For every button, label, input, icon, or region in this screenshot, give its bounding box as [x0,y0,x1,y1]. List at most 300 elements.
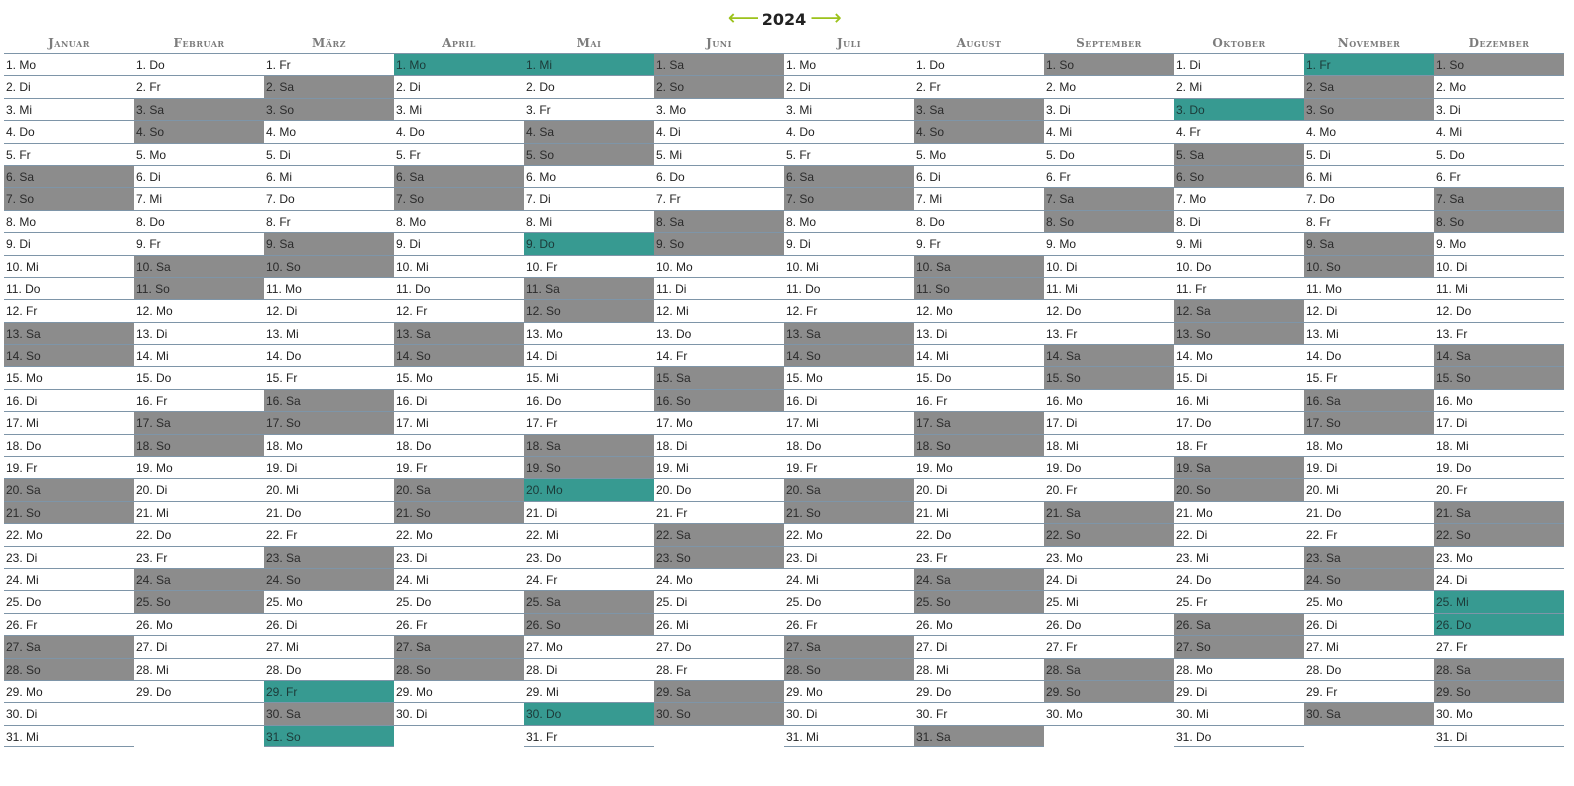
day-cell[interactable]: 21. So [4,501,134,523]
day-cell[interactable]: 1. Do [914,53,1044,75]
day-cell[interactable]: 1. Di [1174,53,1304,75]
day-cell[interactable]: 5. Sa [1174,143,1304,165]
day-cell[interactable]: 19. Fr [784,456,914,478]
day-cell[interactable]: 26. Fr [784,613,914,635]
day-cell[interactable]: 19. Mo [134,456,264,478]
day-cell[interactable]: 1. Mo [4,53,134,75]
day-cell[interactable]: 2. Sa [264,75,394,97]
day-cell[interactable]: 30. Do [524,702,654,724]
day-cell[interactable]: 11. Sa [524,277,654,299]
day-cell[interactable]: 4. So [914,120,1044,142]
day-cell[interactable]: 8. Mi [524,210,654,232]
day-cell[interactable]: 1. Sa [654,53,784,75]
day-cell[interactable]: 24. Mo [654,568,784,590]
day-cell[interactable]: 23. Fr [914,546,1044,568]
day-cell[interactable]: 16. Di [394,389,524,411]
day-cell[interactable]: 11. Mo [264,277,394,299]
day-cell[interactable]: 17. Di [1044,411,1174,433]
day-cell[interactable]: 28. So [4,658,134,680]
day-cell[interactable]: 15. Mo [4,366,134,388]
day-cell[interactable]: 5. Mo [134,143,264,165]
day-cell[interactable]: 23. Di [394,546,524,568]
day-cell[interactable]: 9. Di [784,232,914,254]
day-cell[interactable]: 11. Mi [1434,277,1564,299]
day-cell[interactable]: 27. Mo [524,635,654,657]
day-cell[interactable]: 29. Mo [4,680,134,702]
day-cell[interactable]: 7. Mo [1174,187,1304,209]
day-cell[interactable]: 20. Do [654,478,784,500]
day-cell[interactable]: 5. Mo [914,143,1044,165]
day-cell[interactable]: 11. So [914,277,1044,299]
day-cell[interactable]: 27. Mi [1304,635,1434,657]
day-cell[interactable]: 24. Fr [524,568,654,590]
day-cell[interactable]: 24. So [1304,568,1434,590]
day-cell[interactable]: 15. Fr [264,366,394,388]
day-cell[interactable]: 26. Mi [654,613,784,635]
day-cell[interactable]: 1. Mi [524,53,654,75]
day-cell[interactable]: 22. Fr [264,523,394,545]
day-cell[interactable]: 11. Do [784,277,914,299]
day-cell[interactable]: 14. Di [524,344,654,366]
day-cell[interactable]: 3. Mi [784,98,914,120]
day-cell[interactable]: 4. Do [394,120,524,142]
day-cell[interactable]: 18. Do [4,434,134,456]
day-cell[interactable]: 30. Di [4,702,134,724]
day-cell[interactable]: 7. So [784,187,914,209]
day-cell[interactable]: 17. Di [1434,411,1564,433]
day-cell[interactable]: 8. So [1434,210,1564,232]
day-cell[interactable]: 3. Mi [394,98,524,120]
day-cell[interactable]: 2. Di [394,75,524,97]
day-cell[interactable]: 18. Fr [1174,434,1304,456]
day-cell[interactable]: 11. Fr [1174,277,1304,299]
day-cell[interactable]: 30. Di [784,702,914,724]
day-cell[interactable]: 24. Sa [914,568,1044,590]
day-cell[interactable]: 30. Mi [1174,702,1304,724]
day-cell[interactable]: 17. Do [1174,411,1304,433]
day-cell[interactable]: 21. Do [264,501,394,523]
day-cell[interactable]: 23. Di [4,546,134,568]
day-cell[interactable]: 17. Mi [784,411,914,433]
day-cell[interactable]: 31. Di [1434,725,1564,747]
day-cell[interactable]: 21. Mo [1174,501,1304,523]
day-cell[interactable]: 16. Di [4,389,134,411]
day-cell[interactable]: 4. Do [4,120,134,142]
day-cell[interactable]: 8. Fr [264,210,394,232]
day-cell[interactable]: 9. Sa [264,232,394,254]
day-cell[interactable]: 13. So [1174,322,1304,344]
day-cell[interactable]: 10. Sa [914,255,1044,277]
day-cell[interactable]: 18. Mi [1434,434,1564,456]
day-cell[interactable]: 21. Mi [914,501,1044,523]
day-cell[interactable]: 8. Mo [394,210,524,232]
day-cell[interactable]: 12. Do [1044,299,1174,321]
day-cell[interactable]: 18. Di [654,434,784,456]
day-cell[interactable]: 23. Sa [1304,546,1434,568]
day-cell[interactable]: 22. Fr [1304,523,1434,545]
day-cell[interactable]: 19. Do [1434,456,1564,478]
day-cell[interactable]: 16. Mo [1044,389,1174,411]
day-cell[interactable]: 19. Mi [654,456,784,478]
day-cell[interactable]: 28. So [394,658,524,680]
day-cell[interactable]: 26. Sa [1174,613,1304,635]
day-cell[interactable]: 23. Sa [264,546,394,568]
day-cell[interactable]: 27. Mi [264,635,394,657]
day-cell[interactable]: 20. Di [914,478,1044,500]
day-cell[interactable]: 20. Mi [264,478,394,500]
day-cell[interactable]: 13. Mi [1304,322,1434,344]
day-cell[interactable]: 9. Mi [1174,232,1304,254]
day-cell[interactable]: 20. Fr [1044,478,1174,500]
day-cell[interactable]: 23. Mi [1174,546,1304,568]
day-cell[interactable]: 29. So [1434,680,1564,702]
day-cell[interactable]: 14. So [784,344,914,366]
day-cell[interactable]: 25. Di [654,590,784,612]
day-cell[interactable]: 4. Do [784,120,914,142]
day-cell[interactable]: 14. Do [1304,344,1434,366]
day-cell[interactable]: 4. Mi [1434,120,1564,142]
day-cell[interactable]: 29. Sa [654,680,784,702]
day-cell[interactable]: 18. Sa [524,434,654,456]
day-cell[interactable]: 10. So [264,255,394,277]
day-cell[interactable]: 17. Sa [134,411,264,433]
day-cell[interactable]: 15. Di [1174,366,1304,388]
day-cell[interactable]: 29. Di [1174,680,1304,702]
day-cell[interactable]: 2. Sa [1304,75,1434,97]
day-cell[interactable]: 12. Fr [394,299,524,321]
day-cell[interactable]: 20. Sa [784,478,914,500]
day-cell[interactable]: 25. Do [784,590,914,612]
day-cell[interactable]: 13. Sa [784,322,914,344]
day-cell[interactable]: 27. So [1174,635,1304,657]
day-cell[interactable]: 20. Di [134,478,264,500]
day-cell[interactable]: 16. So [654,389,784,411]
day-cell[interactable]: 9. Mo [1044,232,1174,254]
day-cell[interactable]: 25. Mi [1434,590,1564,612]
day-cell[interactable]: 3. Sa [914,98,1044,120]
day-cell[interactable]: 29. Do [134,680,264,702]
day-cell[interactable]: 4. Mo [1304,120,1434,142]
day-cell[interactable]: 17. Mo [654,411,784,433]
day-cell[interactable]: 5. So [524,143,654,165]
day-cell[interactable]: 26. Do [1434,613,1564,635]
day-cell[interactable]: 26. So [524,613,654,635]
day-cell[interactable]: 14. Mi [914,344,1044,366]
day-cell[interactable]: 20. Sa [4,478,134,500]
day-cell[interactable]: 15. Mi [524,366,654,388]
day-cell[interactable]: 24. Di [1044,568,1174,590]
day-cell[interactable]: 19. Fr [394,456,524,478]
day-cell[interactable]: 24. Di [1434,568,1564,590]
day-cell[interactable]: 22. Mi [524,523,654,545]
day-cell[interactable]: 6. Di [914,165,1044,187]
day-cell[interactable]: 1. So [1044,53,1174,75]
day-cell[interactable]: 15. So [1044,366,1174,388]
day-cell[interactable]: 9. Fr [914,232,1044,254]
day-cell[interactable]: 5. Fr [4,143,134,165]
day-cell[interactable]: 21. Mi [134,501,264,523]
day-cell[interactable]: 23. So [654,546,784,568]
day-cell[interactable]: 18. Do [784,434,914,456]
day-cell[interactable]: 26. Di [264,613,394,635]
day-cell[interactable]: 23. Mo [1434,546,1564,568]
day-cell[interactable]: 19. Mo [914,456,1044,478]
day-cell[interactable]: 13. Fr [1044,322,1174,344]
day-cell[interactable]: 13. Sa [4,322,134,344]
day-cell[interactable]: 24. Mi [394,568,524,590]
day-cell[interactable]: 16. Do [524,389,654,411]
day-cell[interactable]: 12. Mo [134,299,264,321]
day-cell[interactable]: 10. Mi [4,255,134,277]
day-cell[interactable]: 8. So [1044,210,1174,232]
day-cell[interactable]: 22. Sa [654,523,784,545]
day-cell[interactable]: 7. Mi [914,187,1044,209]
day-cell[interactable]: 8. Mo [784,210,914,232]
day-cell[interactable]: 8. Mo [4,210,134,232]
day-cell[interactable]: 14. Sa [1434,344,1564,366]
day-cell[interactable]: 7. Fr [654,187,784,209]
day-cell[interactable]: 15. Sa [654,366,784,388]
day-cell[interactable]: 29. Mo [394,680,524,702]
day-cell[interactable]: 12. Di [1304,299,1434,321]
day-cell[interactable]: 4. Mo [264,120,394,142]
day-cell[interactable]: 14. So [394,344,524,366]
day-cell[interactable]: 24. So [264,568,394,590]
day-cell[interactable]: 3. Di [1044,98,1174,120]
day-cell[interactable]: 24. Mi [784,568,914,590]
day-cell[interactable]: 16. Fr [914,389,1044,411]
day-cell[interactable]: 26. Di [1304,613,1434,635]
day-cell[interactable]: 4. Sa [524,120,654,142]
day-cell[interactable]: 15. Fr [1304,366,1434,388]
day-cell[interactable]: 13. Di [914,322,1044,344]
day-cell[interactable]: 30. So [654,702,784,724]
day-cell[interactable]: 5. Do [1434,143,1564,165]
day-cell[interactable]: 29. Fr [1304,680,1434,702]
day-cell[interactable]: 12. Fr [4,299,134,321]
day-cell[interactable]: 27. Fr [1044,635,1174,657]
day-cell[interactable]: 13. Mi [264,322,394,344]
day-cell[interactable]: 18. Mo [264,434,394,456]
day-cell[interactable]: 29. So [1044,680,1174,702]
day-cell[interactable]: 6. Mi [264,165,394,187]
day-cell[interactable]: 10. Mi [394,255,524,277]
day-cell[interactable]: 13. Di [134,322,264,344]
day-cell[interactable]: 3. Fr [524,98,654,120]
day-cell[interactable]: 7. So [394,187,524,209]
day-cell[interactable]: 4. Di [654,120,784,142]
day-cell[interactable]: 26. Fr [394,613,524,635]
arrow-left-icon[interactable]: ⟵ [727,6,760,31]
day-cell[interactable]: 9. Sa [1304,232,1434,254]
day-cell[interactable]: 9. Di [4,232,134,254]
day-cell[interactable]: 5. Do [1044,143,1174,165]
day-cell[interactable]: 8. Do [134,210,264,232]
day-cell[interactable]: 26. Do [1044,613,1174,635]
day-cell[interactable]: 31. Mi [784,725,914,747]
day-cell[interactable]: 12. Fr [784,299,914,321]
day-cell[interactable]: 16. Mo [1434,389,1564,411]
day-cell[interactable]: 30. Mo [1044,702,1174,724]
day-cell[interactable]: 30. Sa [264,702,394,724]
day-cell[interactable]: 25. Sa [524,590,654,612]
day-cell[interactable]: 28. Mi [914,658,1044,680]
day-cell[interactable]: 3. Mi [4,98,134,120]
day-cell[interactable]: 27. Di [914,635,1044,657]
day-cell[interactable]: 14. So [4,344,134,366]
day-cell[interactable]: 20. Mo [524,478,654,500]
day-cell[interactable]: 23. Fr [134,546,264,568]
day-cell[interactable]: 28. Mo [1174,658,1304,680]
day-cell[interactable]: 5. Fr [394,143,524,165]
day-cell[interactable]: 29. Mo [784,680,914,702]
day-cell[interactable]: 2. Fr [134,75,264,97]
day-cell[interactable]: 13. Do [654,322,784,344]
day-cell[interactable]: 2. Di [784,75,914,97]
day-cell[interactable]: 28. So [784,658,914,680]
day-cell[interactable]: 17. So [1304,411,1434,433]
day-cell[interactable]: 22. Mo [784,523,914,545]
day-cell[interactable]: 24. Sa [134,568,264,590]
day-cell[interactable]: 31. Mi [4,725,134,747]
day-cell[interactable]: 18. So [914,434,1044,456]
day-cell[interactable]: 3. Di [1434,98,1564,120]
day-cell[interactable]: 25. Mi [1044,590,1174,612]
day-cell[interactable]: 30. Sa [1304,702,1434,724]
day-cell[interactable]: 29. Mi [524,680,654,702]
day-cell[interactable]: 20. So [1174,478,1304,500]
day-cell[interactable]: 9. Di [394,232,524,254]
day-cell[interactable]: 8. Di [1174,210,1304,232]
day-cell[interactable]: 8. Sa [654,210,784,232]
day-cell[interactable]: 22. Mo [4,523,134,545]
day-cell[interactable]: 1. Do [134,53,264,75]
day-cell[interactable]: 8. Fr [1304,210,1434,232]
day-cell[interactable]: 6. Mo [524,165,654,187]
day-cell[interactable]: 22. Mo [394,523,524,545]
day-cell[interactable]: 10. Di [1044,255,1174,277]
day-cell[interactable]: 15. Mo [784,366,914,388]
arrow-right-icon[interactable]: ⟶ [810,6,842,31]
day-cell[interactable]: 7. Do [1304,187,1434,209]
day-cell[interactable]: 16. Sa [1304,389,1434,411]
day-cell[interactable]: 22. So [1434,523,1564,545]
day-cell[interactable]: 26. Mo [134,613,264,635]
day-cell[interactable]: 17. Mi [394,411,524,433]
day-cell[interactable]: 2. So [654,75,784,97]
day-cell[interactable]: 3. Mo [654,98,784,120]
day-cell[interactable]: 25. Mo [264,590,394,612]
day-cell[interactable]: 13. Fr [1434,322,1564,344]
day-cell[interactable]: 1. So [1434,53,1564,75]
day-cell[interactable]: 5. Fr [784,143,914,165]
day-cell[interactable]: 14. Mo [1174,344,1304,366]
day-cell[interactable]: 19. Fr [4,456,134,478]
day-cell[interactable]: 11. Do [4,277,134,299]
day-cell[interactable]: 15. Do [914,366,1044,388]
day-cell[interactable]: 19. Do [1044,456,1174,478]
day-cell[interactable]: 27. Sa [394,635,524,657]
day-cell[interactable]: 19. Sa [1174,456,1304,478]
day-cell[interactable]: 5. Di [264,143,394,165]
day-cell[interactable]: 8. Do [914,210,1044,232]
day-cell[interactable]: 7. Di [524,187,654,209]
day-cell[interactable]: 31. Fr [524,725,654,747]
day-cell[interactable]: 14. Fr [654,344,784,366]
day-cell[interactable]: 17. Fr [524,411,654,433]
day-cell[interactable]: 17. So [264,411,394,433]
day-cell[interactable]: 11. So [134,277,264,299]
day-cell[interactable]: 28. Di [524,658,654,680]
day-cell[interactable]: 7. So [4,187,134,209]
day-cell[interactable]: 27. Di [134,635,264,657]
day-cell[interactable]: 6. Sa [394,165,524,187]
day-cell[interactable]: 3. Do [1174,98,1304,120]
day-cell[interactable]: 12. Do [1434,299,1564,321]
day-cell[interactable]: 16. Mi [1174,389,1304,411]
day-cell[interactable]: 21. Do [1304,501,1434,523]
day-cell[interactable]: 19. So [524,456,654,478]
day-cell[interactable]: 11. Di [654,277,784,299]
day-cell[interactable]: 12. Mi [654,299,784,321]
day-cell[interactable]: 1. Mo [394,53,524,75]
day-cell[interactable]: 22. Do [134,523,264,545]
day-cell[interactable]: 13. Sa [394,322,524,344]
day-cell[interactable]: 18. So [134,434,264,456]
day-cell[interactable]: 30. Mo [1434,702,1564,724]
day-cell[interactable]: 18. Mo [1304,434,1434,456]
day-cell[interactable]: 28. Sa [1434,658,1564,680]
day-cell[interactable]: 21. Sa [1044,501,1174,523]
day-cell[interactable]: 6. Di [134,165,264,187]
day-cell[interactable]: 5. Di [1304,143,1434,165]
day-cell[interactable]: 21. So [784,501,914,523]
day-cell[interactable]: 9. Do [524,232,654,254]
day-cell[interactable]: 28. Sa [1044,658,1174,680]
day-cell[interactable]: 9. Fr [134,232,264,254]
day-cell[interactable]: 12. Mo [914,299,1044,321]
day-cell[interactable]: 3. So [1304,98,1434,120]
day-cell[interactable]: 6. Sa [4,165,134,187]
day-cell[interactable]: 7. Sa [1434,187,1564,209]
day-cell[interactable]: 10. Mo [654,255,784,277]
day-cell[interactable]: 22. Do [914,523,1044,545]
day-cell[interactable]: 15. Mo [394,366,524,388]
day-cell[interactable]: 25. So [134,590,264,612]
day-cell[interactable]: 9. Mo [1434,232,1564,254]
day-cell[interactable]: 19. Di [1304,456,1434,478]
day-cell[interactable]: 17. Sa [914,411,1044,433]
day-cell[interactable]: 30. Di [394,702,524,724]
day-cell[interactable]: 7. Mi [134,187,264,209]
day-cell[interactable]: 28. Do [264,658,394,680]
day-cell[interactable]: 25. Do [4,590,134,612]
day-cell[interactable]: 14. Do [264,344,394,366]
day-cell[interactable]: 3. Sa [134,98,264,120]
day-cell[interactable]: 14. Sa [1044,344,1174,366]
day-cell[interactable]: 7. Do [264,187,394,209]
day-cell[interactable]: 21. So [394,501,524,523]
day-cell[interactable]: 20. Fr [1434,478,1564,500]
day-cell[interactable]: 10. Di [1434,255,1564,277]
day-cell[interactable]: 15. Do [134,366,264,388]
day-cell[interactable]: 24. Mi [4,568,134,590]
day-cell[interactable]: 13. Mo [524,322,654,344]
day-cell[interactable]: 26. Fr [4,613,134,635]
day-cell[interactable]: 28. Mi [134,658,264,680]
day-cell[interactable]: 10. Sa [134,255,264,277]
day-cell[interactable]: 1. Fr [1304,53,1434,75]
